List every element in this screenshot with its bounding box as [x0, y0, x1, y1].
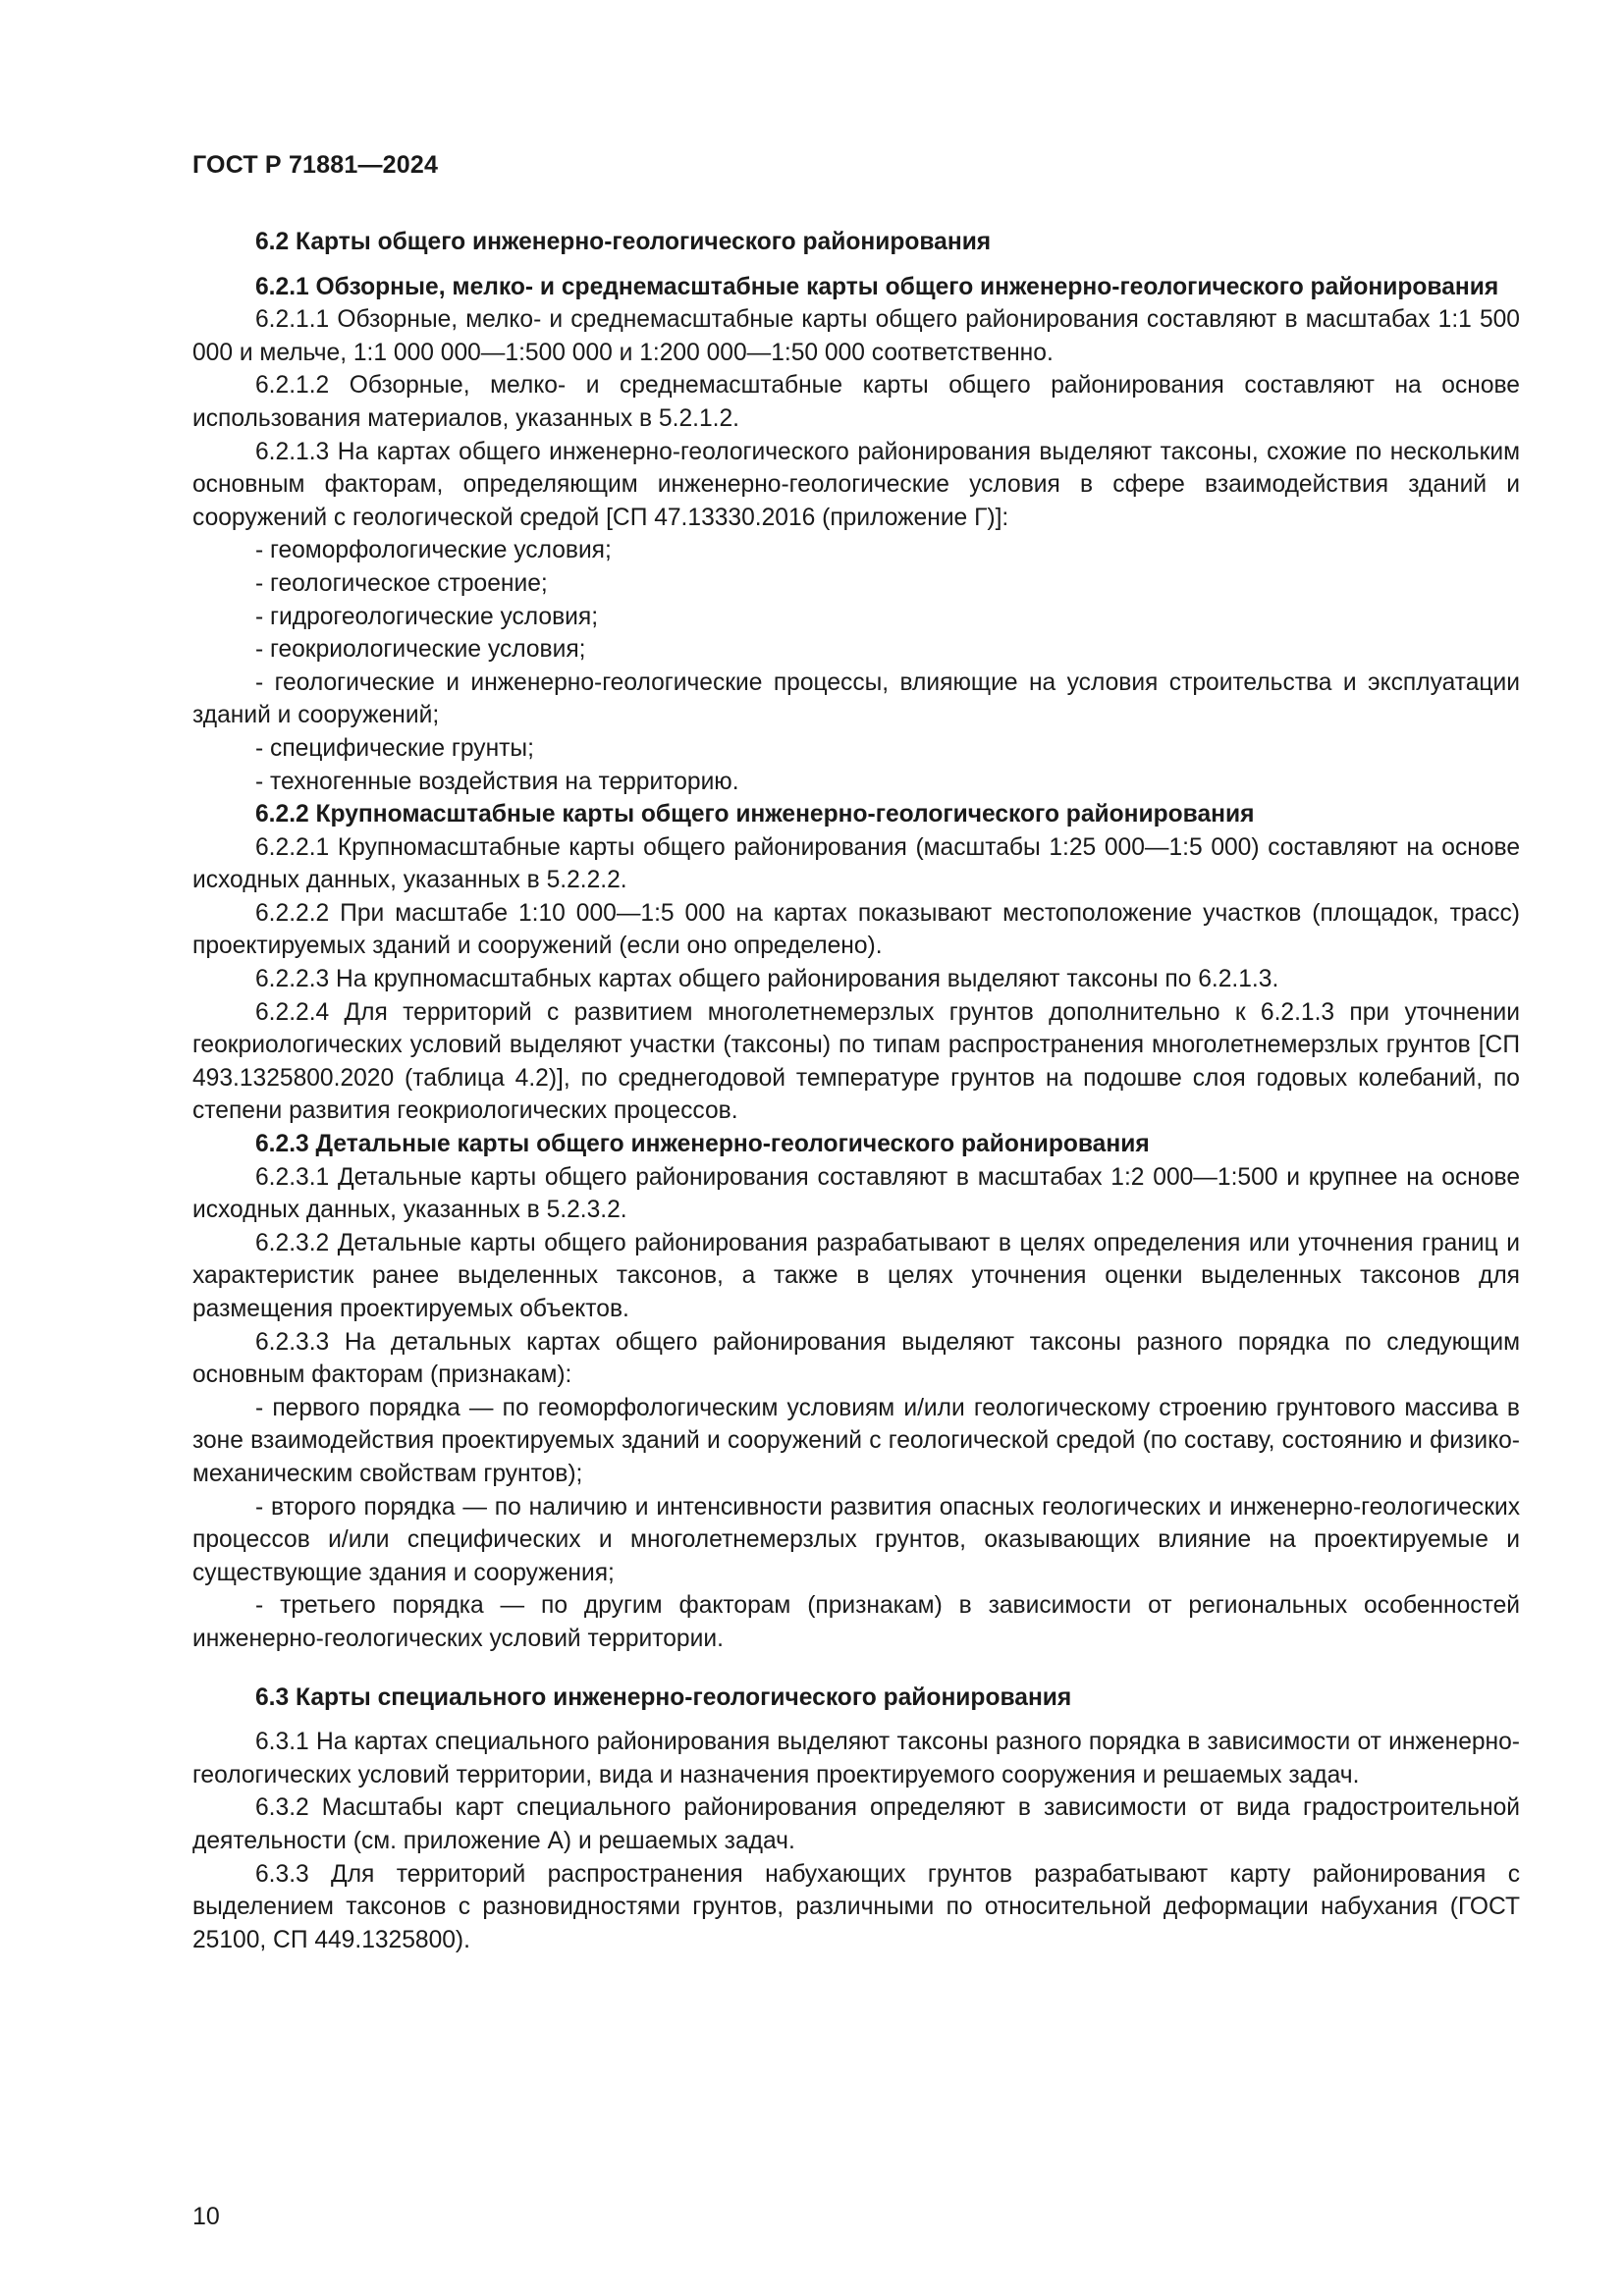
list-item: - специфические грунты; — [255, 734, 534, 762]
paragraph-6-3-2: 6.3.2 Масштабы карт специального районирования определяют в зависимости от вида градостроительной деятельности (см. приложение А) и решаемых задач. — [192, 1794, 1520, 1854]
page-number: 10 — [192, 2203, 220, 2230]
list-item: - второго порядка — по наличию и интенсивности развития опасных геологических и инженерно-геологических процессов и/или специфических и многолетнемерзлых грунтов, оказывающих влияние на проектируемые и существующие здания и сооружения; — [192, 1493, 1520, 1586]
document-code-header: ГОСТ Р 71881—2024 — [192, 151, 439, 179]
subsection-heading-6-2-2: 6.2.2 Крупномасштабные карты общего инженерно-геологического районирования — [255, 801, 1255, 828]
paragraph-6-3-1: 6.3.1 На картах специального районирования выделяют таксоны разного порядка в зависимости от инженерно-геологических условий территории, вида и назначения проектируемого сооружения и решаемых задач. — [192, 1729, 1520, 1789]
subsection-heading-6-2-1: 6.2.1 Обзорные, мелко- и среднемасштабные карты общего инженерно-геологического районирования — [255, 273, 1499, 300]
list-item: - техногенные воздействия на территорию. — [255, 768, 739, 795]
paragraph-6-2-2-1: 6.2.2.1 Крупномасштабные карты общего районирования (масштабы 1:25 000—1:5 000) составляют на основе исходных данных, указанных в 5.2.2.2. — [192, 833, 1520, 894]
paragraph-6-2-2-3: 6.2.2.3 На крупномасштабных картах общего районирования выделяют таксоны по 6.2.1.3. — [255, 966, 1279, 993]
list-item: - геокриологические условия; — [255, 636, 586, 664]
list-item: - гидрогеологические условия; — [255, 603, 599, 630]
list-item: - геологическое строение; — [255, 569, 548, 597]
list-item: - первого порядка — по геоморфологическим условиям и/или геологическому строению грунтового массива в зоне взаимодействия проектируемых зданий и сооружений с геологической средой (по составу, состоянию и физико-механическим свойствам грунтов); — [192, 1394, 1520, 1487]
paragraph-6-2-1-1: 6.2.1.1 Обзорные, мелко- и среднемасштабные карты общего районирования составляют в масштабах 1:1 500 000 и мельче, 1:1 000 000—1:500 000 и 1:200 000—1:50 000 соответственно. — [192, 306, 1520, 366]
paragraph-6-2-2-2: 6.2.2.2 При масштабе 1:10 000—1:5 000 на картах показывают местоположение участков (площадок, трасс) проектируемых зданий и сооружений (если оно определено). — [192, 899, 1520, 960]
list-item: - геологические и инженерно-геологические процессы, влияющие на условия строительства и эксплуатации зданий и сооружений; — [192, 668, 1520, 729]
paragraph-6-2-1-2: 6.2.1.2 Обзорные, мелко- и среднемасштабные карты общего районирования составляют на основе использования материалов, указанных в 5.2.1.2. — [192, 372, 1520, 432]
document-body — [192, 226, 1520, 1956]
list-item: - третьего порядка — по другим факторам (признакам) в зависимости от региональных особенностей инженерно-геологических условий территории. — [192, 1592, 1520, 1652]
list-item: - геоморфологические условия; — [255, 537, 612, 564]
section-heading-6-3: 6.3 Карты специального инженерно-геологического районирования — [255, 1683, 1072, 1711]
section-heading-6-2: 6.2 Карты общего инженерно-геологического районирования — [255, 229, 992, 255]
subsection-heading-6-2-3: 6.2.3 Детальные карты общего инженерно-геологического районирования — [255, 1131, 1150, 1158]
paragraph-6-2-3-2: 6.2.3.2 Детальные карты общего районирования разрабатывают в целях определения или уточнения границ и характеристик ранее выделенных таксонов, а также в целях уточнения оценки выделенных таксонов для размещения проектируемых объектов. — [192, 1229, 1520, 1322]
paragraph-6-2-1-3: 6.2.1.3 На картах общего инженерно-геологического районирования выделяют таксоны, схожие по нескольким основным факторам, определяющим инженерно-геологические условия в сфере взаимодействия зданий и сооружений с геологической средой [СП 47.13330.2016 (приложение Г)]: — [192, 438, 1520, 531]
paragraph-6-2-2-4: 6.2.2.4 Для территорий с развитием многолетнемерзлых грунтов дополнительно к 6.2.1.3 при уточнении геокриологических условий выделяют участки (таксоны) по типам распространения многолетнемерзлых грунтов [СП 493.1325800.2020 (таблица 4.2)], по среднегодовой температуре грунтов на подошве слоя годовых колебаний, по степени развития геокриологических процессов. — [192, 998, 1520, 1125]
paragraph-6-3-3: 6.3.3 Для территорий распространения набухающих грунтов разрабатывают карту районирования с выделением таксонов с разновидностями грунтов, различными по относительной деформации набухания (ГОСТ 25100, СП 449.1325800). — [192, 1860, 1520, 1953]
paragraph-6-2-3-3: 6.2.3.3 На детальных картах общего районирования выделяют таксоны разного порядка по следующим основным факторам (признакам): — [192, 1328, 1520, 1389]
paragraph-6-2-3-1: 6.2.3.1 Детальные карты общего районирования составляют в масштабах 1:2 000—1:500 и крупнее на основе исходных данных, указанных в 5.2.3.2. — [192, 1163, 1520, 1224]
